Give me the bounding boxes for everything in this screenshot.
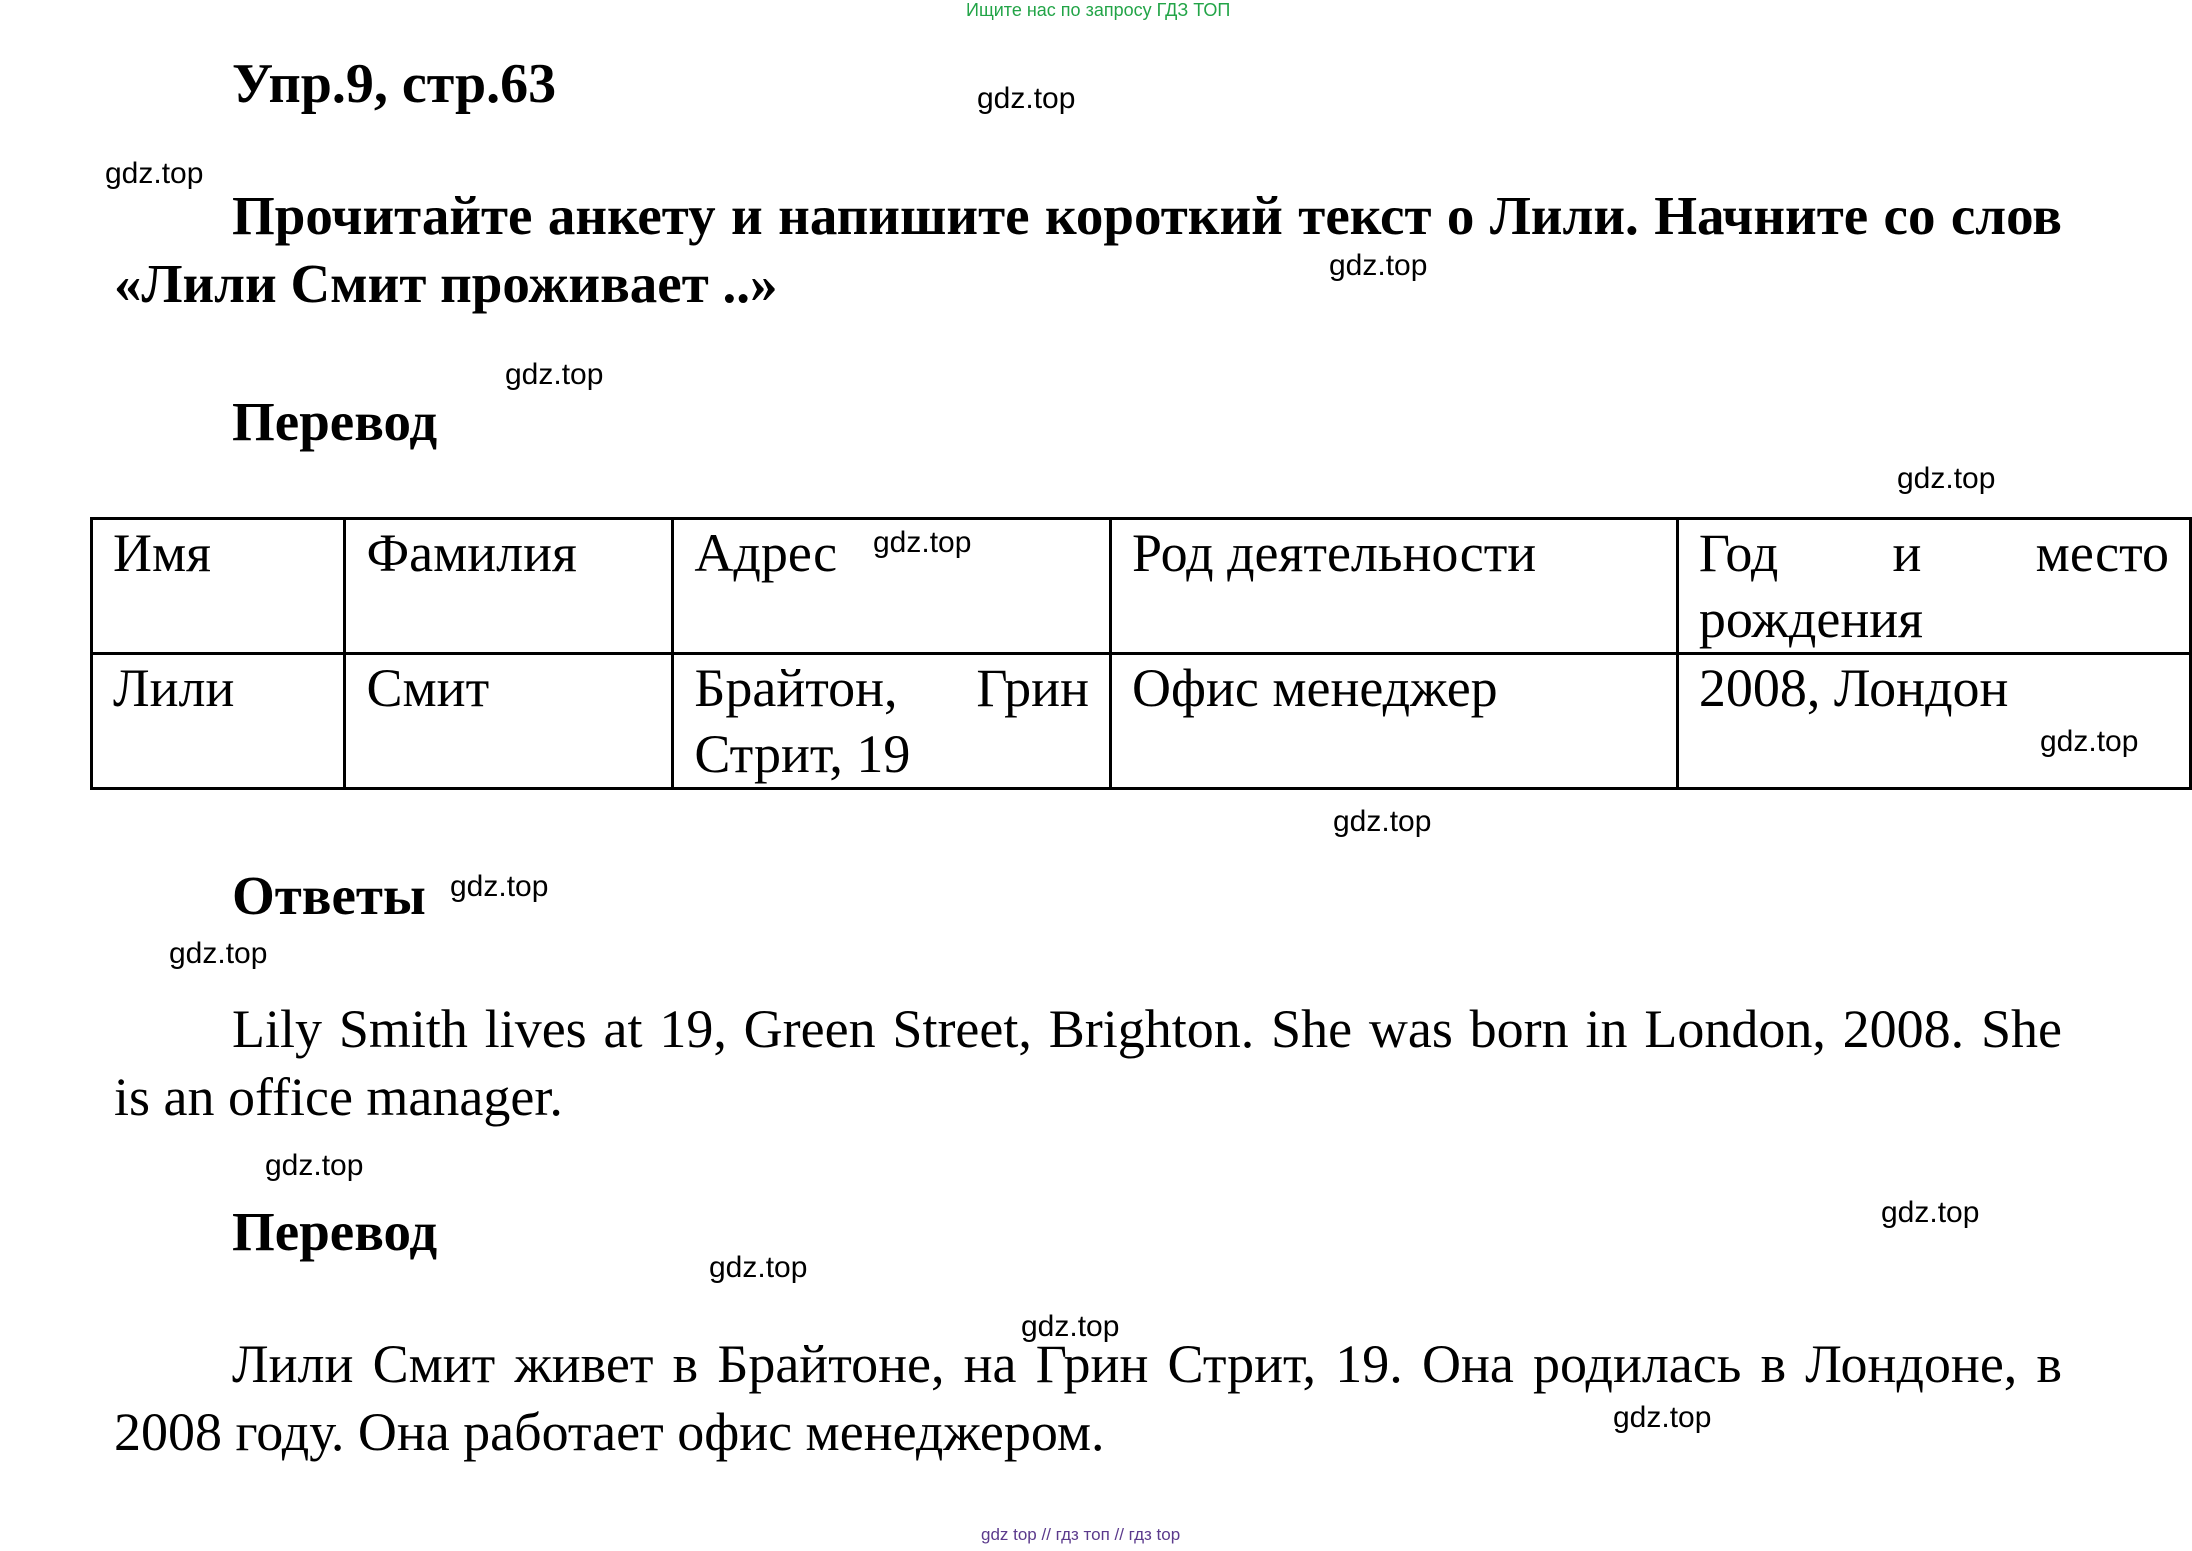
- watermark: gdz.top: [1021, 1310, 1120, 1343]
- watermark: gdz.top: [450, 870, 549, 903]
- answers-heading: Ответы: [232, 865, 426, 926]
- table-header-cell: Фамилия: [345, 519, 673, 654]
- table-header-cell: Род деятельности: [1110, 519, 1677, 654]
- questionnaire-table: [90, 517, 2192, 790]
- footer: gdz top // гдз топ // гдз top: [981, 1525, 1181, 1544]
- watermark: gdz.top: [873, 526, 972, 559]
- watermark: gdz.top: [1329, 249, 1428, 282]
- table-row: [92, 654, 2191, 789]
- watermark: gdz.top: [709, 1251, 808, 1284]
- watermark: gdz.top: [105, 157, 204, 190]
- table-header-cell: [1677, 519, 2190, 654]
- watermark: gdz.top: [2040, 725, 2139, 758]
- watermark: gdz.top: [1333, 805, 1432, 838]
- watermark: gdz.top: [1897, 462, 1996, 495]
- translation-text: Лили Смит живет в Брайтоне, на Грин Стрит, 19. Она родилась в Лондоне, в 2008 году. Она работает офис менеджером.: [114, 1334, 2062, 1462]
- watermark: gdz.top: [1613, 1401, 1712, 1434]
- address-line-2: Стрит, 19: [694, 724, 911, 784]
- table-cell: Смит: [345, 654, 673, 789]
- table-cell: Офис менеджер: [1110, 654, 1677, 789]
- table-header-cell: Имя: [92, 519, 345, 654]
- table-cell: Лили: [92, 654, 345, 789]
- watermark: gdz.top: [1881, 1196, 1980, 1229]
- page-title: Упр.9, стр.63: [232, 53, 557, 115]
- table-header-cell: Адрес: [673, 519, 1111, 654]
- watermark: gdz.top: [265, 1149, 364, 1182]
- watermark: gdz.top: [505, 358, 604, 391]
- top-banner: Ищите нас по запросу ГДЗ ТОП: [966, 0, 1231, 20]
- translation-heading-1: Перевод: [232, 391, 438, 452]
- header-line-1: Год и место: [1698, 523, 2169, 583]
- watermark: gdz.top: [977, 82, 1076, 115]
- table-cell: [673, 654, 1111, 789]
- header-line-2: рождения: [1698, 589, 1923, 649]
- table-header-row: [92, 519, 2191, 654]
- table-cell: 2008, Лондон: [1677, 654, 2190, 789]
- translation-heading-2: Перевод: [232, 1201, 438, 1262]
- watermark: gdz.top: [169, 937, 268, 970]
- answer-text: Lily Smith lives at 19, Green Street, Brighton. She was born in London, 2008. She is an office manager.: [114, 999, 2062, 1127]
- task-text: Прочитайте анкету и напишите короткий текст о Лили. Начните со слов «Лили Смит проживает ..»: [114, 185, 2062, 314]
- address-line-1: Брайтон, Грин: [694, 658, 1089, 718]
